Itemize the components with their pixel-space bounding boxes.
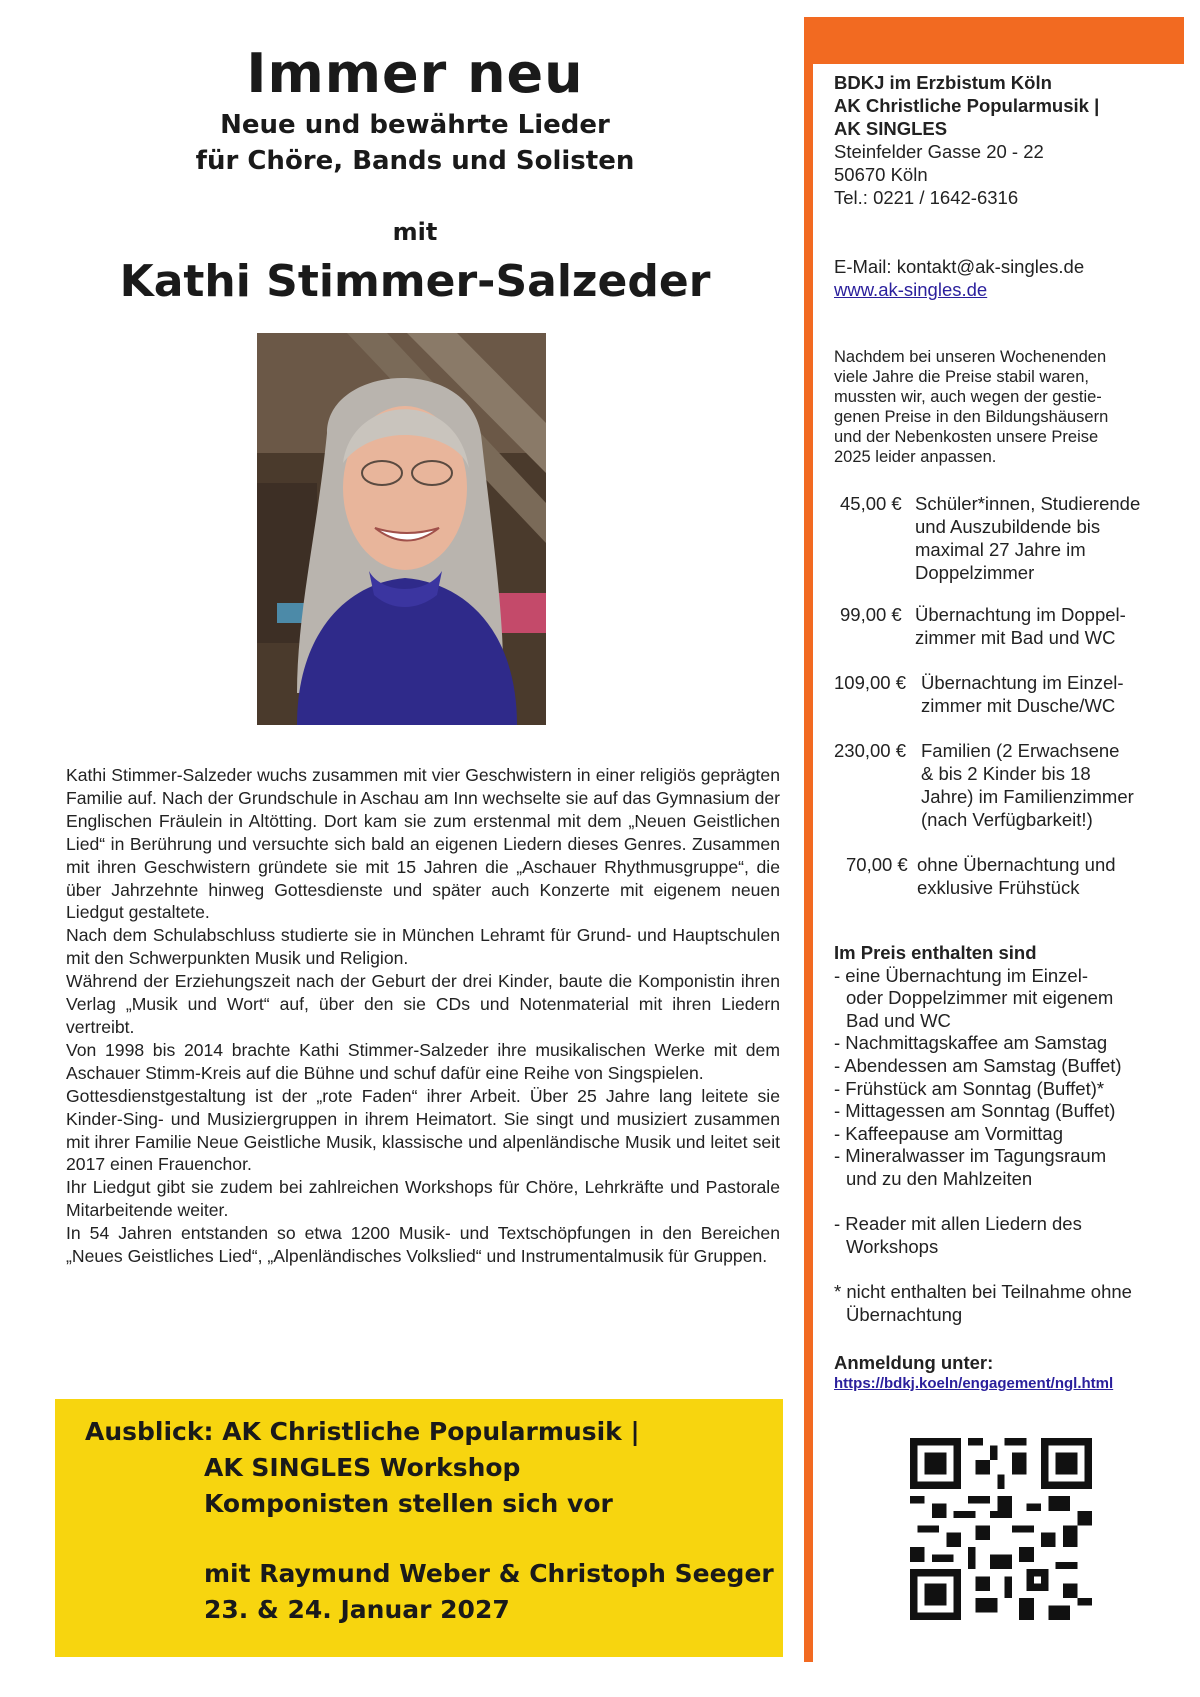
included-spacer xyxy=(834,1258,1132,1281)
included-line: - Frühstück am Sonntag (Buffet)* xyxy=(834,1077,1105,1099)
outlook-line-4: mit Raymund Weber & Christoph Seeger xyxy=(204,1559,774,1588)
orange-header-bar xyxy=(804,17,1184,64)
price-desc: zimmer mit Dusche/WC xyxy=(921,695,1116,716)
biography xyxy=(66,764,780,1268)
bio-paragraph: Kathi Stimmer-Salzeder wuchs zusammen mit vier Geschwistern in einer religiös geprägten Familie auf. Nach der Grundschule in Aschau am Inn wechselte sie auf das Gymnasium der Englischen Fräulein in Altötting. Dort kam sie zum erstenmal mit dem „Neuen Geistlichen Lied“ in Berührung und versuchte sich bald an eigenen Liedern dieses Genres. Zusammen mit ihren Geschwistern gründete sie mit 15 Jahren die „Aschauer Rhythmusgruppe“, die über Jahrzehnte hinweg Gottesdienste und später auch Konzerte mit eigenem neuen Liedgut gestaltete. xyxy=(66,765,780,923)
included-line: - Reader mit allen Liedern des xyxy=(834,1213,1082,1235)
included-line: Bad und WC xyxy=(846,1009,951,1031)
included-line: - Kaffeepause am Vormittag xyxy=(834,1122,1063,1144)
price-desc: Familien (2 Erwachsene xyxy=(921,740,1120,761)
registration-link[interactable]: https://bdkj.koeln/engagement/ngl.html xyxy=(834,1375,1114,1392)
subtitle-line-1: Neue und bewährte Lieder xyxy=(220,110,610,140)
price-amount: 230,00 € xyxy=(834,740,907,761)
org-line-1: BDKJ im Erzbistum Köln xyxy=(834,72,1052,93)
price-desc: (nach Verfügbarkeit!) xyxy=(921,809,1093,830)
price-desc: & bis 2 Kinder bis 18 xyxy=(921,763,1091,784)
registration-label: Anmeldung unter: xyxy=(834,1352,994,1373)
address-city: 50670 Köln xyxy=(834,164,928,185)
outlook-line-5: 23. & 24. Januar 2027 xyxy=(204,1595,510,1624)
price-desc: Jahre) im Familienzimmer xyxy=(921,786,1134,807)
org-line-2: AK Christliche Popularmusik | xyxy=(834,95,1100,116)
bio-paragraph: Während der Erziehungszeit nach der Geburt der drei Kinder, baute die Komponistin ihren Verlag „Musik und Wort“ auf, über den sie CDs und Notenmaterial mit ihren Liedern vertreibt. xyxy=(66,971,780,1037)
included-line: - eine Übernachtung im Einzel- xyxy=(834,964,1088,986)
price-amount: 70,00 € xyxy=(846,854,908,875)
website-link[interactable]: www.ak-singles.de xyxy=(834,279,988,300)
price-desc: Übernachtung im Einzel- xyxy=(921,672,1124,693)
included-spacer xyxy=(834,1191,1132,1214)
phone: Tel.: 0221 / 1642-6316 xyxy=(834,187,1019,208)
bio-paragraph: In 54 Jahren entstanden so etwa 1200 Musik- und Textschöpfungen in den Bereichen „Neues Geistliches Lied“, „Alpenländisches Volkslied“ und Instrumentalmusik für Gruppen. xyxy=(66,1223,780,1267)
bio-paragraph: Nach dem Schulabschluss studierte sie in München Lehramt für Grund- und Hauptschulen mit den Schwerpunkten Musik und Religion. xyxy=(66,925,780,969)
outlook-line-1: Ausblick: AK Christliche Popularmusik | xyxy=(85,1417,640,1446)
subtitle-line-2: für Chöre, Bands und Solisten xyxy=(195,146,635,176)
price-desc: zimmer mit Bad und WC xyxy=(915,627,1116,648)
qr-code[interactable] xyxy=(910,1438,1092,1620)
notice-line: und der Nebenkosten unsere Preise xyxy=(834,428,1099,446)
included-line: - Abendessen am Samstag (Buffet) xyxy=(834,1054,1122,1076)
included-line: - Mittagessen am Sonntag (Buffet) xyxy=(834,1100,1116,1122)
notice-line: 2025 leider anpassen. xyxy=(834,448,997,466)
price-desc: Doppelzimmer xyxy=(915,562,1035,583)
price-desc: maximal 27 Jahre im xyxy=(915,539,1086,560)
outlook-box xyxy=(55,1399,783,1657)
outlook-line-2: AK SINGLES Workshop xyxy=(204,1453,521,1482)
org-line-3: AK SINGLES xyxy=(834,118,948,139)
with-label: mit xyxy=(392,218,438,246)
artist-portrait xyxy=(257,333,546,725)
address-street: Steinfelder Gasse 20 - 22 xyxy=(834,141,1044,162)
price-amount: 109,00 € xyxy=(834,672,907,693)
price-desc: Schüler*innen, Studierende xyxy=(915,493,1141,514)
page-title: Immer neu xyxy=(246,42,584,105)
notice-line: Nachdem bei unseren Wochenenden xyxy=(834,348,1107,366)
price-amount: 45,00 € xyxy=(840,493,902,514)
outlook-line-3: Komponisten stellen sich vor xyxy=(204,1489,613,1518)
included-heading: Im Preis enthalten sind xyxy=(834,942,1037,963)
included-list xyxy=(834,942,1132,1326)
included-line: oder Doppelzimmer mit eigenem xyxy=(846,987,1114,1009)
bio-paragraph: Gottesdienstgestaltung ist der „rote Faden“ ihrer Arbeit. Über 25 Jahre lang leitete sie Kinder-Sing- und Musiziergruppen in ihrem Heimatort. Sie singt und musiziert zusammen mit ihrer Familie Neue Geistliche Musik, klassische und alpenländische Musik und leitet seit 2017 einen Frauenchor. xyxy=(66,1085,780,1175)
included-line: und zu den Mahlzeiten xyxy=(846,1167,1033,1189)
included-line: - Nachmittagskaffee am Samstag xyxy=(834,1032,1108,1054)
notice-line: mussten wir, auch wegen der gestie- xyxy=(834,388,1102,406)
price-desc: exklusive Frühstück xyxy=(917,877,1080,898)
price-amount: 99,00 € xyxy=(840,604,902,625)
price-desc: ohne Übernachtung und xyxy=(917,854,1116,875)
included-footnote: * nicht enthalten bei Teilnahme ohne xyxy=(834,1280,1132,1302)
included-line: - Mineralwasser im Tagungsraum xyxy=(834,1145,1107,1167)
artist-name: Kathi Stimmer-Salzeder xyxy=(119,256,711,307)
notice-line: genen Preise in den Bildungshäusern xyxy=(834,408,1109,426)
included-line: Workshops xyxy=(846,1235,939,1257)
orange-divider-line xyxy=(804,17,813,1662)
email: E-Mail: kontakt@ak-singles.de xyxy=(834,256,1085,277)
bio-paragraph: Ihr Liedgut gibt sie zudem bei zahlreichen Workshops für Chöre, Lehrkräfte und Pastorale Mitarbeitende weiter. xyxy=(66,1177,780,1221)
price-desc: und Auszubildende bis xyxy=(915,516,1101,537)
price-desc: Übernachtung im Doppel- xyxy=(915,604,1126,625)
bio-paragraph: Von 1998 bis 2014 brachte Kathi Stimmer-Salzeder ihre musikalischen Werke mit dem Aschauer Stimm-Kreis auf die Bühne und schuf dafür eine Reihe von Singspielen. xyxy=(66,1039,780,1083)
notice-line: viele Jahre die Preise stabil waren, xyxy=(834,368,1089,386)
included-footnote: Übernachtung xyxy=(846,1303,963,1325)
